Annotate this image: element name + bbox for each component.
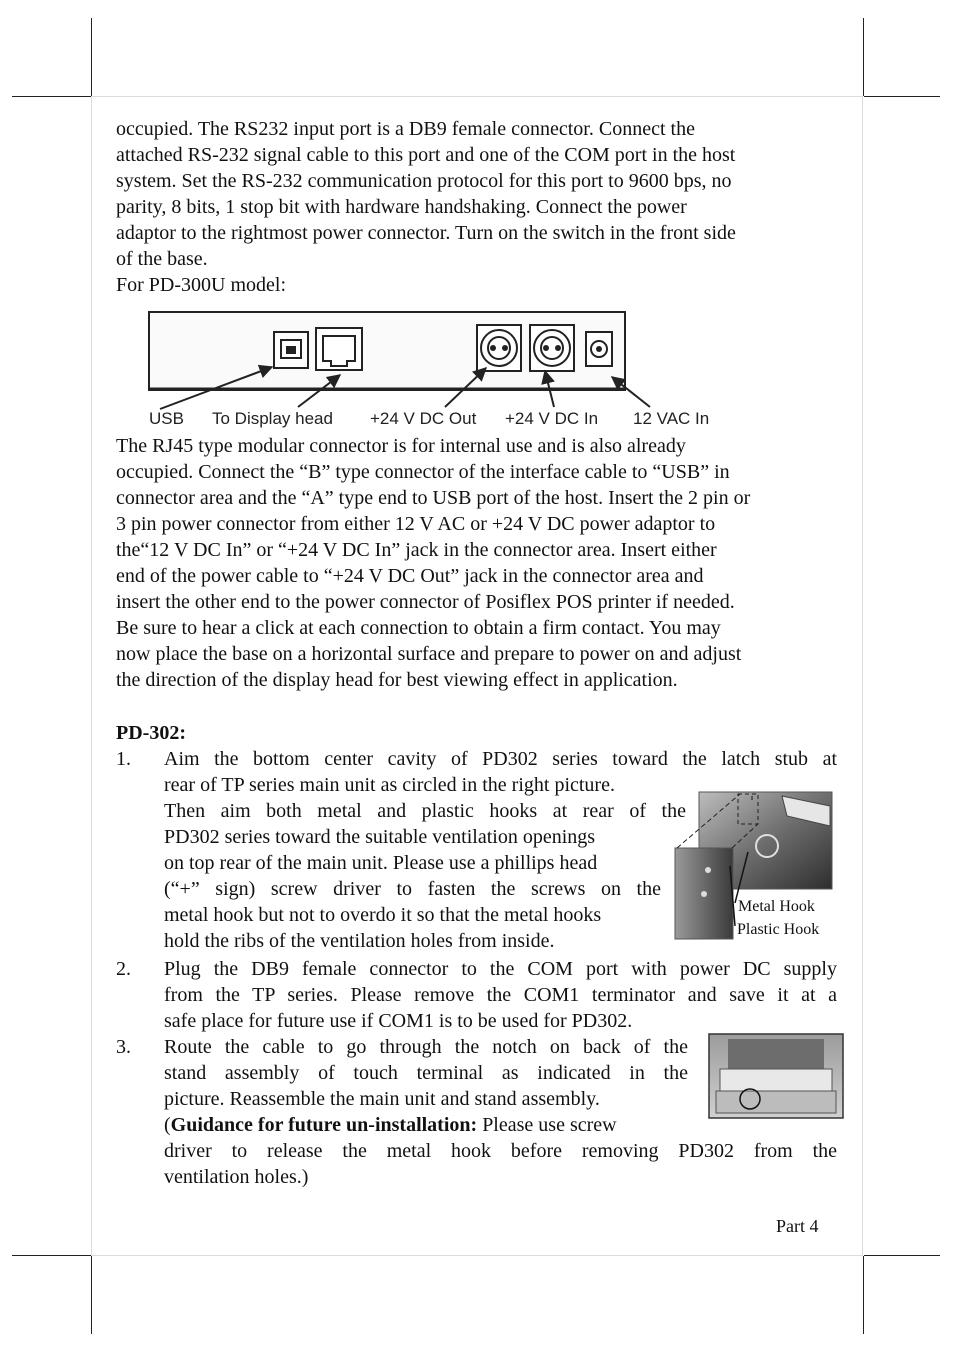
step2-line: from the TP series. Please remove the COM1 terminator and save it at a xyxy=(164,984,837,1006)
crop-mark xyxy=(863,1256,864,1334)
label-dc-in: +24 V DC In xyxy=(505,409,599,428)
step1-line: metal hook but not to overdo it so that the metal hooks xyxy=(164,904,602,926)
text-line: adaptor to the rightmost power connector. Turn on the switch in the front side xyxy=(116,222,736,244)
text-line: now place the base on a horizontal surface and prepare to power on and adjust xyxy=(116,643,742,665)
step-number: 3. xyxy=(116,1036,131,1058)
crop-mark xyxy=(864,96,940,97)
crop-mark xyxy=(864,1255,940,1256)
rj45-port-icon xyxy=(316,328,362,370)
vac-in-jack-icon xyxy=(586,332,612,366)
text-line: occupied. Connect the “B” type connector of the interface cable to “USB” in xyxy=(116,461,730,483)
guidance-open: ( xyxy=(164,1114,171,1136)
step2-line: Plug the DB9 female connector to the COM port with power DC supply xyxy=(164,958,837,980)
guidance-line: driver to release the metal hook before removing PD302 from the xyxy=(164,1140,837,1162)
crop-mark xyxy=(12,96,91,97)
vac-in-arrow xyxy=(612,377,650,407)
text-line: the direction of the display head for best viewing effect in application. xyxy=(116,669,678,691)
text-line: occupied. The RS232 input port is a DB9 female connector. Connect the xyxy=(116,118,695,140)
section-heading: PD-302: xyxy=(116,722,186,744)
text-line: parity, 8 bits, 1 stop bit with hardware handshaking. Connect the power xyxy=(116,196,687,218)
step3-line: picture. Reassemble the main unit and stand assembly. xyxy=(164,1088,600,1110)
guidance-line xyxy=(164,1112,617,1138)
rj45-paragraph xyxy=(116,433,838,693)
text-line: connector area and the “A” type end to USB port of the host. Insert the 2 pin or xyxy=(116,487,751,509)
guidance-text: Please use screw xyxy=(477,1114,617,1136)
crop-mark xyxy=(91,1256,92,1334)
text-line: the“12 V DC In” or “+24 V DC In” jack in the connector area. Insert either xyxy=(116,539,717,561)
step1-line: Aim the bottom center cavity of PD302 series toward the latch stub at xyxy=(164,748,837,770)
step1-line: (“+” sign) screw driver to fasten the screws on the xyxy=(164,878,661,900)
text-line: 3 pin power connector from either 12 V AC or +24 V DC power adaptor to xyxy=(116,513,716,535)
step3-line: stand assembly of touch terminal as indicated in the xyxy=(164,1062,688,1084)
text-line: system. Set the RS-232 communication protocol for this port to 9600 bps, no xyxy=(116,170,732,192)
step1-line: hold the ribs of the ventilation holes from inside. xyxy=(164,930,555,952)
label-vac-in: 12 VAC In xyxy=(633,409,710,428)
step3-line: Route the cable to go through the notch on back of the xyxy=(164,1036,688,1058)
dc-in-jack-icon xyxy=(530,325,574,371)
label-dc-out: +24 V DC Out xyxy=(370,409,477,428)
crop-mark xyxy=(12,1255,91,1256)
page-number: Part 4 xyxy=(776,1216,819,1236)
step1-line: PD302 series toward the suitable ventilation openings xyxy=(164,826,596,848)
stand-notch-photo xyxy=(708,1033,844,1119)
dc-out-jack-icon xyxy=(477,325,521,371)
text-line: attached RS-232 signal cable to this port and one of the COM port in the host xyxy=(116,144,736,166)
metal-hook-label: Metal Hook xyxy=(738,898,815,915)
intro-paragraph xyxy=(116,116,838,298)
step1-line: rear of TP series main unit as circled in the right picture. xyxy=(164,774,615,796)
step-number: 2. xyxy=(116,958,131,980)
text-line: end of the power cable to “+24 V DC Out” jack in the connector area and xyxy=(116,565,704,587)
step-number: 1. xyxy=(116,748,131,770)
crop-mark xyxy=(863,18,864,96)
usb-port-icon xyxy=(274,332,308,368)
step1-line: on top rear of the main unit. Please use a phillips head xyxy=(164,852,598,874)
guidance-line: ventilation holes.) xyxy=(164,1166,309,1188)
plastic-hook-label: Plastic Hook xyxy=(737,921,820,938)
text-line: The RJ45 type modular connector is for internal use and is also already xyxy=(116,435,686,457)
step2-line: safe place for future use if COM1 is to be used for PD302. xyxy=(164,1010,633,1032)
label-display-head: To Display head xyxy=(212,409,333,428)
crop-mark xyxy=(91,18,92,96)
text-line: insert the other end to the power connector of Posiflex POS printer if needed. xyxy=(116,591,735,613)
label-usb: USB xyxy=(149,409,184,428)
guidance-title: Guidance for future un-installation: xyxy=(170,1114,478,1136)
text-line: of the base. xyxy=(116,248,208,270)
model-line: For PD-300U model: xyxy=(116,274,286,296)
step1-line: Then aim both metal and plastic hooks at rear of the xyxy=(164,800,686,822)
text-line: Be sure to hear a click at each connection to obtain a firm contact. You may xyxy=(116,617,721,639)
